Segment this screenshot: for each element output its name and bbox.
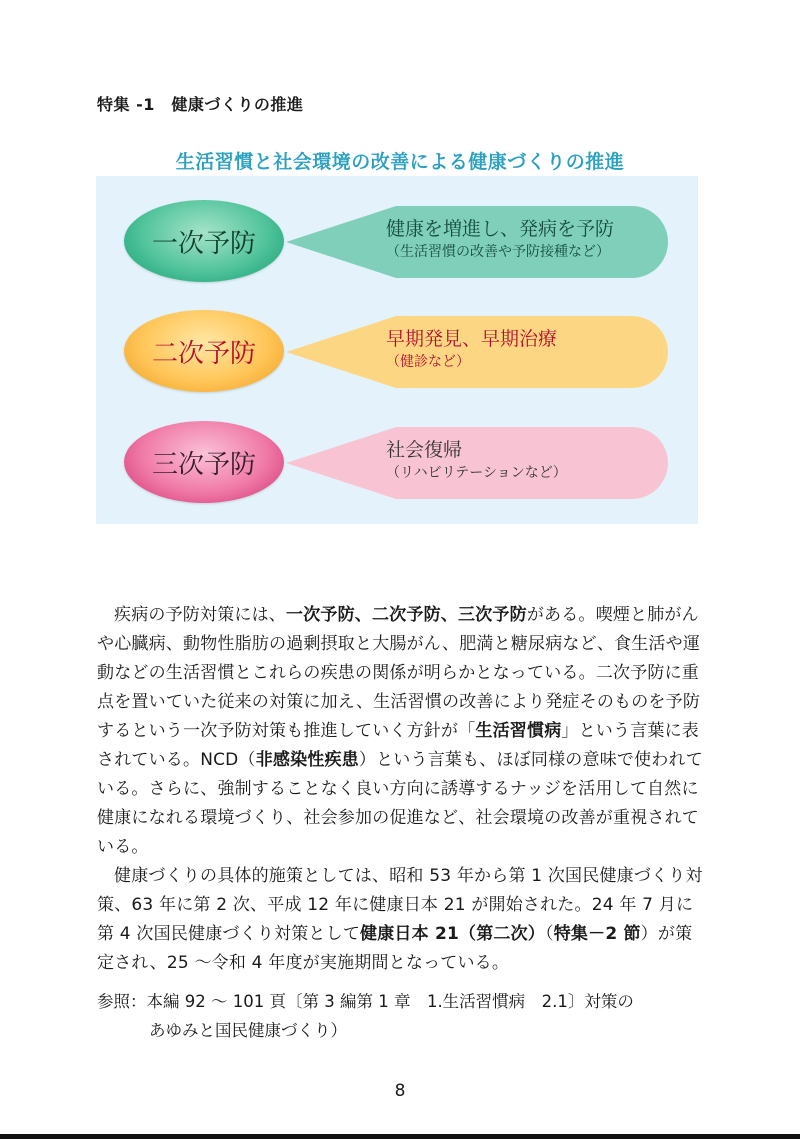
primary-prevention-bubble — [286, 204, 668, 280]
prevention-diagram — [96, 176, 698, 524]
secondary-prevention-main: 早期発見、早期治療 — [386, 328, 558, 350]
tertiary-prevention-row — [96, 421, 698, 503]
text-span: ）という言葉も、ほぼ同様の意味で使われている。さらに、強制することなく良い方向に誘導するナッジを活用して自然に健康になれる環境づくり、社会参加の促進など、社会環境の改善が重視されている。 — [97, 750, 703, 857]
tertiary-prevention-bubble — [286, 425, 668, 501]
page-number: 8 — [394, 1081, 406, 1101]
paragraph-policy — [97, 862, 709, 978]
tertiary-prevention-oval: 三次予防 — [124, 421, 284, 503]
bold-health-japan-21: 健康日本 21（第二次） — [360, 924, 546, 944]
secondary-prevention-sub: （健診など） — [386, 354, 470, 370]
bold-prevention-levels: 一次予防、二次予防、三次予防 — [286, 605, 527, 625]
tertiary-prevention-main: 社会復帰 — [386, 439, 463, 461]
bold-ncd: 非感染性疾患 — [255, 750, 359, 770]
secondary-prevention-oval: 二次予防 — [124, 310, 284, 392]
paragraph-prevention — [97, 601, 709, 862]
text-span: 」という言葉に表されている。NCD（ — [97, 721, 700, 770]
tertiary-prevention-sub: （リハビリテーションなど） — [386, 465, 567, 481]
text-span: 疾病の予防対策には、 — [114, 605, 286, 625]
primary-prevention-row — [96, 200, 698, 282]
primary-prevention-sub: （生活習慣の改善や予防接種など） — [386, 244, 610, 260]
primary-prevention-main: 健康を増進し、発病を予防 — [386, 218, 615, 240]
reference-note — [97, 987, 709, 1045]
body-text — [97, 601, 709, 978]
section-header: 特集 -1 健康づくりの推進 — [97, 95, 304, 114]
text-span: （ — [545, 924, 554, 944]
text-span: がある。喫煙と肺がんや心臓病、動物性脂肪の過剰摂取と大腸がん、肥満と糖尿病など、食生活や運動などの生活習慣とこれらの疾患の関係が明らかとなっている。二次予防に重点を置いていた従来の対策に加え、生活習慣の改善により発症そのものを予防するという一次予防対策も推進していく方針が「 — [97, 605, 701, 741]
secondary-prevention-bubble — [286, 314, 668, 390]
text-span: 健康づくりの具体的施策としては、昭和 53 年から第 1 次国民健康づくり対策、63 年に第 2 次、平成 12 年に健康日本 21 が開始された。24 年 7 月に第 4 次国民健康づくり対策として — [97, 866, 703, 944]
bold-lifestyle-disease: 生活習慣病 — [475, 721, 562, 741]
bold-feature-ref: 特集－2 節 — [553, 924, 641, 944]
reference-line-1: 参照：本編 92 ～ 101 頁〔第 3 編第 1 章 1.生活習慣病 2.1〕対策の — [97, 992, 634, 1011]
reference-line-2: あゆみと国民健康づくり） — [149, 1021, 347, 1040]
bottom-border — [0, 1134, 800, 1139]
diagram-title: 生活習慣と社会環境の改善による健康づくりの推進 — [175, 151, 625, 173]
text-span: ）が策定され、25 ～令和 4 年度が実施期間となっている。 — [97, 924, 693, 973]
primary-prevention-oval: 一次予防 — [124, 200, 284, 282]
secondary-prevention-row — [96, 310, 698, 392]
